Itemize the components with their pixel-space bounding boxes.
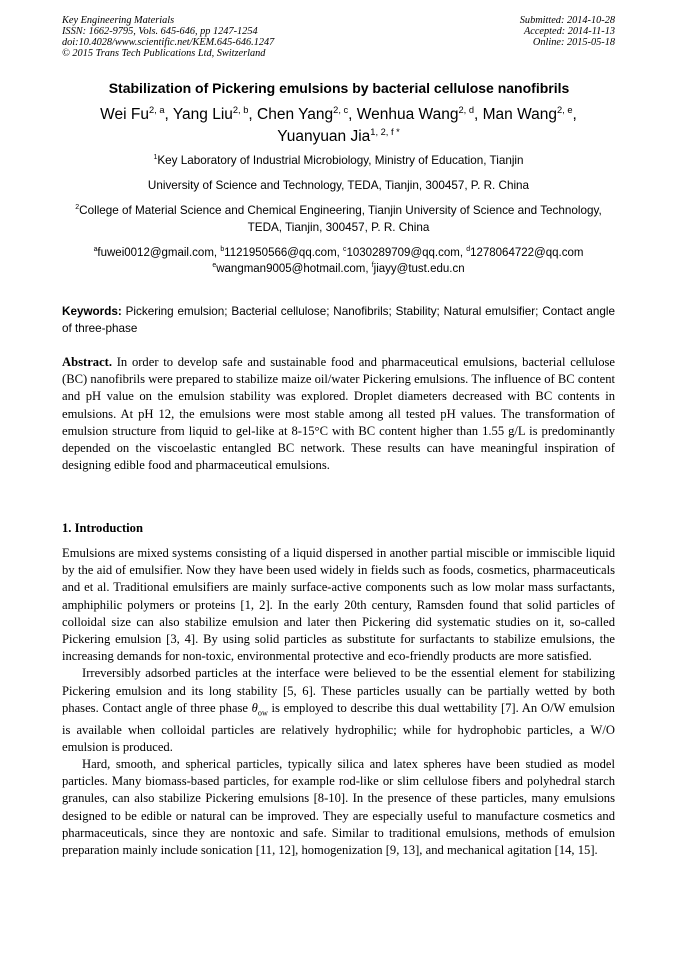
author-sep: , bbox=[474, 106, 483, 123]
abstract-label: Abstract. bbox=[62, 355, 113, 369]
accepted-date: Accepted: 2014-11-13 bbox=[523, 26, 615, 37]
journal-name: Key Engineering Materials bbox=[62, 15, 175, 26]
author-sup: 2, a bbox=[148, 104, 165, 115]
affiliation-sup: 2 bbox=[75, 204, 80, 212]
introduction-body bbox=[62, 545, 615, 859]
author-sup: 2, b bbox=[232, 104, 249, 115]
email-link[interactable]: jiayy@tust.edu.cn bbox=[373, 263, 465, 275]
theta-subscript: ow bbox=[257, 708, 268, 718]
paragraph bbox=[62, 665, 615, 756]
paper-title: Stabilization of Pickering emulsions by bacterial cellulose nanofibrils bbox=[108, 80, 570, 96]
email-sup: a bbox=[93, 246, 98, 254]
email-link[interactable]: 1030289709@qq.com, bbox=[346, 247, 467, 259]
paragraph: Hard, smooth, and spherical particles, typically silica and latex spheres have been studied as model particles. Many biomass-based particles, for example rod-like or slim cellulose fibers and polyhedral starch granules, can also stabilize Pickering emulsions [8-10]. In the presence of these particles, many emulsions designed to be edible or natural can be improved. They are especially useful to manufacture cosmetics and pharmaceuticals, since they are nontoxic and safe. Similar to traditional emulsions, methods of emulsion preparation mainly include sonication [11, 12], homogenization [9, 13], and mechanical agitation [14, 15]. bbox=[62, 756, 615, 857]
paragraph-text: Irreversibly adsorbed particles at the interface were believed to be the essential element for stabilizing Pickering emulsion and its long stability [5, 6]. These particles usually can be partially wetted by both phases. Contact angle of three phase bbox=[62, 666, 615, 715]
email-sup: d bbox=[466, 246, 471, 254]
submitted-date: Submitted: 2014-10-28 bbox=[519, 15, 615, 26]
abstract bbox=[62, 354, 615, 474]
email-list bbox=[62, 245, 615, 277]
theta-symbol: θ bbox=[251, 700, 258, 715]
email-link[interactable]: 1278064722@qq.com bbox=[470, 247, 584, 259]
author-sup: 2, e bbox=[557, 104, 573, 115]
email-sup: f bbox=[371, 262, 374, 270]
email-sup: c bbox=[343, 246, 347, 254]
author-list bbox=[62, 104, 615, 148]
online-date: Online: 2015-05-18 bbox=[532, 37, 615, 48]
author-name: Chen Yang bbox=[257, 106, 334, 123]
affiliation-1 bbox=[62, 152, 615, 194]
journal-info bbox=[62, 15, 274, 59]
dates-info bbox=[520, 15, 615, 48]
email-sup: e bbox=[212, 262, 217, 270]
author-sep: , bbox=[348, 106, 357, 123]
paragraph-text: is employed to describe this dual wettability [7]. An O/W emulsion is available when colloidal particles are relatively hydrophilic; while for hydrophobic particles, a W/O emulsion is produced. bbox=[62, 700, 615, 754]
affiliation-text: University of Science and Technology, TEDA, Tianjin, 300457, P. R. China bbox=[147, 179, 530, 192]
keywords bbox=[62, 303, 615, 337]
email-sup: b bbox=[220, 246, 225, 254]
affiliation-sup: 1 bbox=[153, 154, 158, 162]
abstract-text: In order to develop safe and sustainable food and pharmaceutical emulsions, bacterial cellulose (BC) nanofibrils were prepared to stabilize maize oil/water Pickering emulsions. The influence of BC content and pH value on the emulsion stability was explored. Droplet diameters decreased with BC contents in emulsions. At pH 12, the emulsions were most stable among all tested pH values. The transformation of emulsion structure from liquid to gel-like at 8-15°C with BC content higher than 1.55 g/L is predominantly depended on the viscoelastic entangled BC network. These results can have meaningful inspiration of designing edible food and pharmaceutical emulsions. bbox=[62, 355, 615, 473]
author-sup: 2, c bbox=[333, 104, 349, 115]
author-sup: 1, 2, f * bbox=[370, 126, 400, 137]
keywords-label: Keywords: bbox=[62, 305, 122, 318]
paragraph: Emulsions are mixed systems consisting of a liquid dispersed in another partial miscible or immiscible liquid by the aid of emulsifier. Now they have been used widely in fields such as foods, cosmetics, pharmaceuticals and et al. Traditional emulsifiers are mainly surface-active components such as low molar mass surfactants, amphiphilic polymers or proteins [1, 2]. In the early 20th century, Ramsden found that solid particles of colloidal size can also stabilize emulsion and later then Pickering did systematic studies on it, so-called Pickering emulsion [3, 4]. By using solid particles as substitute for surfactants to stabilize emulsions, the increasing demands for non-toxic, environmental protective and eco-friendly products are more satisfied. bbox=[62, 546, 615, 664]
affiliation-text: Key Laboratory of Industrial Microbiology, Ministry of Education, Tianjin bbox=[157, 154, 524, 167]
author-name: Yuanyuan Jia bbox=[277, 128, 371, 145]
author-sep: , bbox=[572, 106, 577, 123]
copyright-line: © 2015 Trans Tech Publications Ltd, Switzerland bbox=[62, 48, 266, 59]
doi-line: doi:10.4028/www.scientific.net/KEM.645-646.1247 bbox=[62, 37, 275, 48]
author-name: Yang Liu bbox=[172, 106, 233, 123]
author-sup: 2, d bbox=[458, 104, 474, 115]
issn-line: ISSN: 1662-9795, Vols. 645-646, pp 1247-1254 bbox=[62, 26, 258, 37]
keywords-text: Pickering emulsion; Bacterial cellulose; Nanofibrils; Stability; Natural emulsifier; Contact angle of three-phase bbox=[62, 305, 615, 335]
section-heading-introduction: 1. Introduction bbox=[62, 521, 143, 535]
author-name: Wenhua Wang bbox=[356, 106, 459, 123]
email-link[interactable]: 1121950566@qq.com, bbox=[224, 247, 344, 259]
affiliation-2 bbox=[62, 202, 615, 236]
affiliation-text: College of Material Science and Chemical Engineering, Tianjin University of Science and Technology, TEDA, Tianjin, 300457, P. R. China bbox=[79, 204, 602, 234]
author-name: Man Wang bbox=[482, 106, 557, 123]
author-name: Wei Fu bbox=[100, 106, 149, 123]
author-sep: , bbox=[248, 106, 258, 123]
author-sep: , bbox=[164, 106, 173, 123]
email-link[interactable]: wangman9005@hotmail.com, bbox=[216, 263, 372, 275]
email-link[interactable]: fuwei0012@gmail.com, bbox=[97, 247, 221, 259]
